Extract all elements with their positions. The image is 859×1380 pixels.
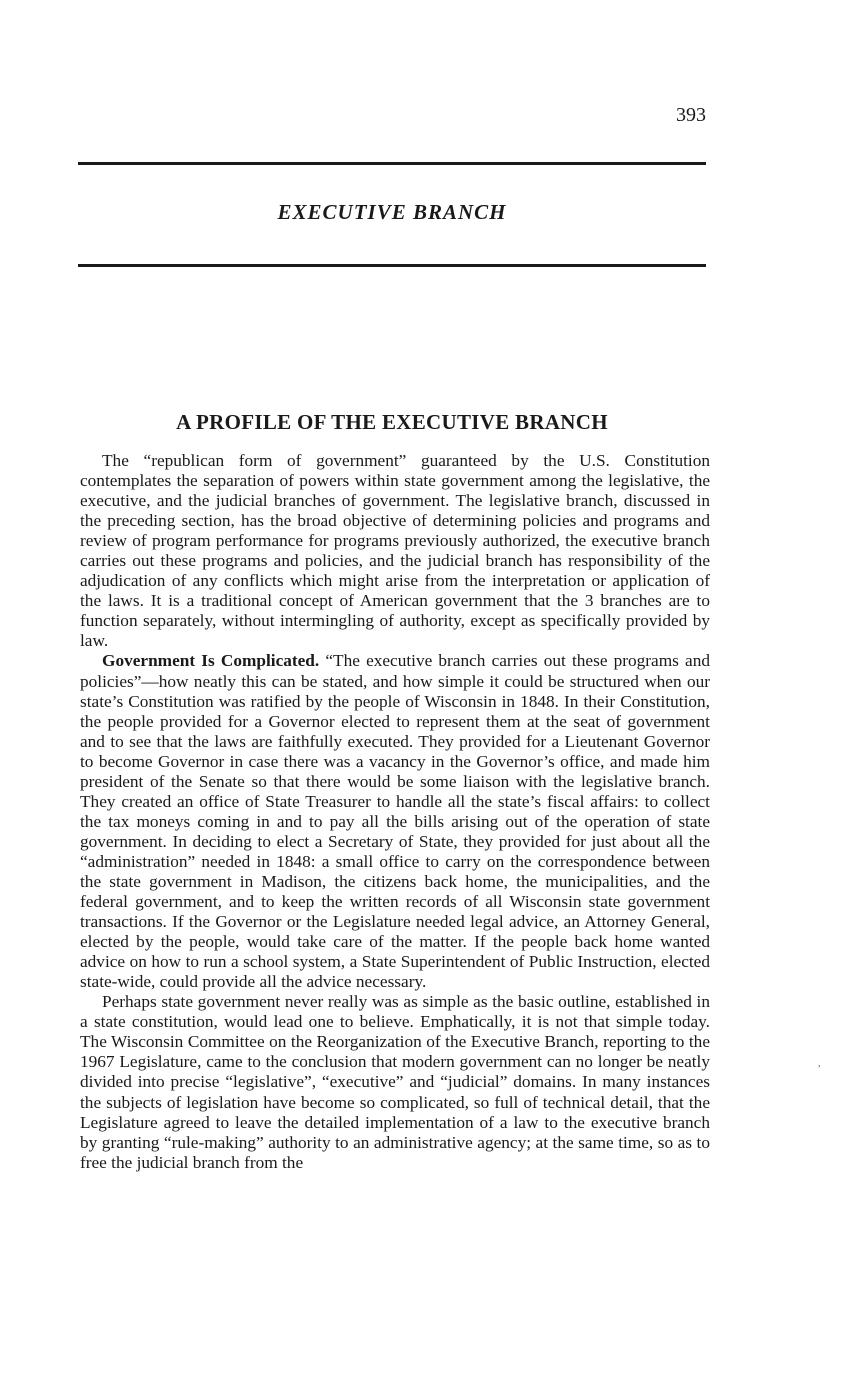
article-heading: A PROFILE OF THE EXECUTIVE BRANCH [176, 410, 608, 434]
stray-mark: , [818, 1058, 821, 1069]
paragraph-2 [80, 651, 710, 992]
top-rule [78, 162, 706, 165]
paragraph-text: “The executive branch carries out these programs and policies”—how neatly this can be stated, and how simple it could be structured when our state’s Constitution was ratified by the people of Wisconsin in 1848. In their Constitution, the people provided for a Governor elected to represent them at the seat of government and to see that the laws are faithfully executed. They provided for a Lieutenant Governor to become Governor in case there was a vacancy in the Governor’s office, and made him president of the Senate so that there would be some liaison with the legislative branch. They created an office of State Treasurer to handle all the state’s fiscal affairs: to collect the tax moneys coming in and to pay all the bills arising out of the operation of state government. In deciding to elect a Secretary of State, they provided for just about all the “administration” needed in 1848: a small office to carry on the correspondence between the state government in Madison, the citizens back home, the municipalities, and the federal government, and to keep the written records of all Wisconsin state government transactions. If the Governor or the Legislature needed legal advice, an Attorney General, elected by the people, would take care of the matter. If the people back home wanted advice on how to run a school system, a State Superintendent of Public Instruction, elected state-wide, could provide all the advice necessary. [80, 651, 710, 992]
paragraph-text: The “republican form of government” guaranteed by the U.S. Constitution contemplates the separation of powers within state government among the legislative, the executive, and the judicial branches of government. The legislative branch, discussed in the preceding section, has the broad objective of determining policies and programs and review of program performance for programs previously authorized, the executive branch carries out these programs and policies, and the judicial branch has responsibility of the adjudication of any conflicts which might arise from the interpretation or application of the laws. It is a traditional concept of American government that the 3 branches are to function separately, without intermingling of authority, except as specifically provided by law. [80, 451, 710, 651]
paragraph-text: Perhaps state government never really was as simple as the basic outline, established in a state constitution, would lead one to believe. Emphatically, it is not that simple today. The Wisconsin Committee on the Reorganization of the Executive Branch, reporting to the 1967 Legislature, came to the conclusion that modern government can no longer be neatly divided into precise “legislative”, “executive” and “judicial” domains. In many instances the subjects of legislation have become so complicated, so full of technical detail, that the Legislature agreed to leave the detailed implementation of a law to the executive branch by granting “rule-making” authority to an administrative agency; at the same time, so as to free the judicial branch from the [80, 992, 710, 1172]
section-title: EXECUTIVE BRANCH [277, 200, 507, 224]
paragraph-3 [80, 992, 710, 1172]
page-number: 393 [676, 104, 706, 126]
bottom-rule [78, 264, 706, 267]
paragraph-run-in-heading: Government Is Complicated. [102, 651, 320, 671]
paragraph-1 [80, 451, 710, 651]
article-body [80, 451, 710, 1173]
